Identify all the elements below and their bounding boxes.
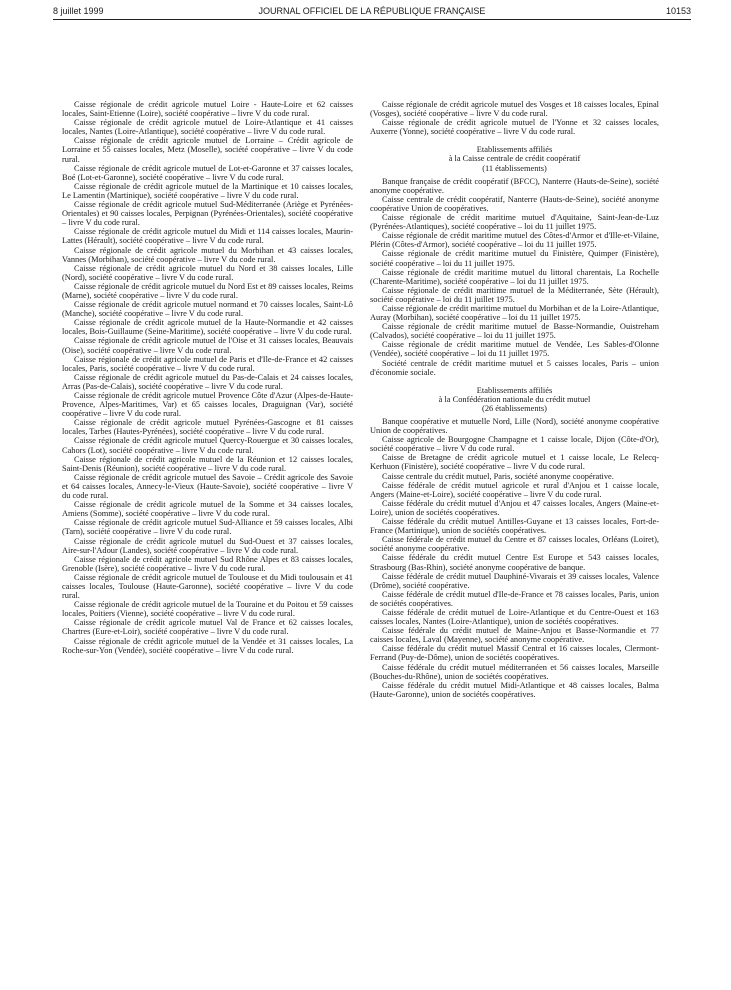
paragraph: Caisse régionale de crédit agricole mutuel Sud-Alliance et 59 caisses locales, Albi (Tarn), société coopérative – livre V du code rural.	[62, 518, 353, 537]
paragraph: Caisse régionale de crédit agricole mutuel du Nord et 38 caisses locales, Lille (Nord), société coopérative – livre V du code rural.	[62, 263, 353, 282]
paragraph: Caisse régionale de crédit agricole mutuel des Vosges et 18 caisses locales, Epinal (Vosges), société coopérative – livre V du code rural.	[370, 100, 659, 119]
left-column	[62, 100, 353, 655]
paragraph: Caisse régionale de crédit maritime mutuel du littoral charentais, La Rochelle (Charente-Maritime), société coopérative – loi du 11 juillet 1975.	[370, 267, 659, 286]
header-page-number: 10153	[665, 6, 691, 16]
section2-count: (26 établissements)	[482, 403, 547, 413]
paragraph: Caisse agricole de Bourgogne Champagne et 1 caisse locale, Dijon (Côte-d'Or), société coopérative – livre V du code rural.	[370, 435, 659, 454]
paragraph: Caisse fédérale de crédit mutuel d'Ile-de-France et 78 caisses locales, Paris, union de sociétés coopératives.	[370, 589, 659, 608]
paragraph: Caisse régionale de crédit agricole mutuel de Paris et d'Ile-de-France et 42 caisses locales, Paris, société coopérative – livre V du code rural.	[62, 354, 353, 373]
paragraph: Caisse régionale de crédit agricole mutuel de la Haute-Normandie et 42 caisses locales, Bois-Guillaume (Seine-Maritime), société coopérative – livre V du code rural.	[62, 318, 353, 337]
header-date: 8 juillet 1999	[53, 6, 104, 16]
section2-heading2: à la Confédération nationale du crédit mutuel	[438, 394, 591, 404]
paragraph: Caisse régionale de crédit agricole mutuel de Lorraine – Crédit agricole de Lorraine et 55 caisses locales, Metz (Moselle), société coopérative – livre V du code rural.	[62, 136, 353, 164]
paragraph: Caisse régionale de crédit agricole mutuel de la Touraine et du Poitou et 59 caisses locales, Poitiers (Vienne), société coopérative – livre V du code rural.	[62, 600, 353, 619]
paragraph: Caisse de Bretagne de crédit agricole mutuel et 1 caisse locale, Le Relecq-Kerhuon (Finistère), société coopérative – livre V du code rural.	[370, 453, 659, 472]
paragraph: Caisse régionale de crédit agricole mutuel du Sud-Ouest et 37 caisses locales, Aire-sur-l'Adour (Landes), société coopérative – livre V du code rural.	[62, 536, 353, 555]
paragraph: Caisse régionale de crédit maritime mutuel des Côtes-d'Armor et d'Ille-et-Vilaine, Plérin (Côtes-d'Armor), société coopérative – loi du 11 juillet 1975.	[370, 231, 659, 250]
paragraph: Caisse fédérale du crédit mutuel Antilles-Guyane et 13 caisses locales, Fort-de-France (Martinique), union de sociétés coopératives.	[370, 517, 659, 536]
paragraph: Société centrale de crédit maritime mutuel et 5 caisses locales, Paris – union d'économie sociale.	[370, 358, 659, 377]
paragraph: Caisse centrale de crédit coopératif, Nanterre (Hauts-de-Seine), société anonyme coopérative Union de coopératives.	[370, 194, 659, 213]
paragraph: Caisse régionale de crédit maritime mutuel de Basse-Normandie, Ouistreham (Calvados), société coopérative – loi du 11 juillet 1975.	[370, 322, 659, 341]
paragraph: Caisse régionale de crédit agricole mutuel de la Somme et 34 caisses locales, Amiens (Somme), société coopérative – livre V du code rural.	[62, 500, 353, 519]
paragraph: Caisse régionale de crédit agricole mutuel du Morbihan et 43 caisses locales, Vannes (Morbihan), société coopérative – livre V du code rural.	[62, 245, 353, 264]
paragraph: Caisse régionale de crédit maritime mutuel du Finistère, Quimper (Finistère), société coopérative – loi du 11 juillet 1975.	[370, 249, 659, 268]
section2-heading1: Etablissements affiliés	[476, 385, 553, 395]
paragraph: Caisse régionale de crédit agricole mutuel Loire - Haute-Loire et 62 caisses locales, Saint-Etienne (Loire), société coopérative – livre V du code rural.	[62, 100, 353, 119]
paragraph: Caisse fédérale de crédit mutuel du Centre et 87 caisses locales, Orléans (Loiret), société anonyme coopérative.	[370, 535, 659, 554]
paragraph: Caisse régionale de crédit agricole mutuel Provence Côte d'Azur (Alpes-de-Haute-Provence, Alpes-Maritimes, Var) et 65 caisses locales, Draguignan (Var), société coopérative – livre V du code rural.	[62, 391, 353, 419]
paragraph: Caisse régionale de crédit agricole mutuel de l'Yonne et 32 caisses locales, Auxerre (Yonne), société coopérative – livre V du code rural.	[370, 118, 659, 137]
section1-heading1: Etablissements affiliés	[476, 145, 553, 155]
paragraph: Caisse régionale de crédit agricole mutuel des Savoie – Crédit agricole des Savoie et 64 caisses locales, Annecy-le-Vieux (Haute-Savoie), société coopérative – livre V du code rural.	[62, 472, 353, 501]
paragraph: Caisse régionale de crédit agricole mutuel de Toulouse et du Midi toulousain et 41 caisses locales, Toulouse (Haute-Garonne), société coopérative – livre V du code rural.	[62, 572, 353, 601]
left-list	[62, 100, 353, 655]
paragraph: Caisse régionale de crédit agricole mutuel Sud Rhône Alpes et 83 caisses locales, Grenoble (Isère), société coopérative – livre V du code rural.	[62, 554, 353, 573]
section1-count: (11 établissements)	[482, 163, 547, 173]
page-header	[53, 6, 691, 20]
paragraph: Caisse régionale de crédit maritime mutuel de Vendée, Les Sables-d'Olonne (Vendée), société coopérative – loi du 11 juillet 1975.	[370, 340, 659, 359]
paragraph: Caisse fédérale de crédit mutuel Dauphiné-Vivarais et 39 caisses locales, Valence (Drôme), société coopérative.	[370, 571, 659, 590]
paragraph: Caisse centrale du crédit mutuel, Paris, société anonyme coopérative.	[382, 471, 614, 481]
paragraph: Caisse régionale de crédit agricole mutuel de Loire-Atlantique et 41 caisses locales, Nantes (Loire-Atlantique), société coopérative – livre V du code rural.	[62, 118, 353, 137]
paragraph: Caisse régionale de crédit agricole mutuel de la Vendée et 31 caisses locales, La Roche-sur-Yon (Vendée), société coopérative – livre V du code rural.	[62, 636, 353, 655]
paragraph: Caisse régionale de crédit agricole mutuel du Nord Est et 89 caisses locales, Reims (Marne), société coopérative – livre V du code rural.	[62, 281, 353, 300]
paragraph: Caisse régionale de crédit agricole mutuel de la Martinique et 10 caisses locales, Le Lamentin (Martinique), société coopérative – livre V du code rural.	[62, 181, 353, 200]
paragraph: Caisse régionale de crédit agricole mutuel Quercy-Rouergue et 30 caisses locales, Cahors (Lot), société coopérative – livre V du code rural.	[62, 436, 353, 455]
paragraph: Caisse régionale de crédit agricole mutuel Pyrénées-Gascogne et 81 caisses locales, Tarbes (Hautes-Pyrénées), société coopérative – livre V du code rural.	[62, 418, 353, 437]
paragraph: Caisse fédérale du crédit mutuel d'Anjou et 47 caisses locales, Angers (Maine-et-Loire), union de sociétés coopératives.	[370, 498, 659, 517]
paragraph: Caisse régionale de crédit agricole mutuel de l'Oise et 31 caisses locales, Beauvais (Oise), société coopérative – livre V du code rural.	[62, 336, 353, 355]
paragraph: Caisse fédérale de crédit mutuel de Loire-Atlantique et du Centre-Ouest et 163 caisses locales, Nantes (Loire-Atlantique), union de sociétés coopératives.	[370, 607, 659, 627]
paragraph: Caisse fédérale du crédit mutuel Centre Est Europe et 543 caisses locales, Strasbourg (Bas-Rhin), société anonyme coopérative de banque.	[370, 553, 659, 572]
paragraph: Caisse régionale de crédit agricole mutuel de la Réunion et 12 caisses locales, Saint-Denis (Réunion), société coopérative – livre V du code rural.	[62, 454, 353, 473]
paragraph: Caisse régionale de crédit agricole mutuel de Lot-et-Garonne et 37 caisses locales, Boé (Lot-et-Garonne), société coopérative – livre V du code rural.	[62, 163, 353, 182]
paragraph: Banque coopérative et mutuelle Nord, Lille (Nord), société anonyme coopérative Union de coopératives.	[370, 417, 659, 436]
paragraph: Caisse fédérale de crédit mutuel agricole et rural d'Anjou et 1 caisse locale, Angers (Maine-et-Loire), société coopérative – livre V du code rural.	[370, 480, 659, 499]
paragraph: Banque française de crédit coopératif (BFCC), Nanterre (Hauts-de-Seine), société anonyme coopérative.	[370, 176, 659, 195]
paragraph: Caisse régionale de crédit maritime mutuel du Morbihan et de la Loire-Atlantique, Auray (Morbihan), société coopérative – loi du 11 juillet 1975.	[370, 303, 659, 323]
right-column	[370, 100, 659, 699]
paragraph: Caisse fédérale du crédit mutuel Massif Central et 16 caisses locales, Clermont-Ferrand (Puy-de-Dôme), union de sociétés coopératives.	[370, 644, 659, 663]
header-title: JOURNAL OFFICIEL DE LA RÉPUBLIQUE FRANÇAISE	[258, 6, 486, 16]
paragraph: Caisse régionale de crédit agricole mutuel du Pas-de-Calais et 24 caisses locales, Arras (Pas-de-Calais), société coopérative – livre V du code rural.	[62, 372, 353, 391]
section1-heading2: à la Caisse centrale de crédit coopératif	[448, 154, 581, 164]
header-rule	[53, 19, 691, 20]
paragraph: Caisse fédérale du crédit mutuel de Maine-Anjou et Basse-Normandie et 77 caisses locales, Laval (Mayenne), société anonyme coopérative.	[370, 626, 659, 645]
section2-list	[370, 417, 659, 699]
paragraph: Caisse régionale de crédit maritime mutuel de la Méditerranée, Sète (Hérault), société coopérative – loi du 11 juillet 1975.	[370, 285, 659, 304]
paragraph: Caisse fédérale du crédit mutuel méditerranéen et 56 caisses locales, Marseille (Bouches-du-Rhône), union de sociétés coopératives.	[370, 662, 659, 681]
paragraph: Caisse régionale de crédit agricole mutuel Val de France et 62 caisses locales, Chartres (Eure-et-Loir), société coopérative – livre V du code rural.	[62, 618, 353, 637]
paragraph: Caisse régionale de crédit agricole mutuel normand et 70 caisses locales, Saint-Lô (Manche), société coopérative – livre V du code rural.	[62, 300, 353, 319]
paragraph: Caisse régionale de crédit agricole mutuel Sud-Méditerranée (Ariège et Pyrénées-Orientales) et 90 caisses locales, Perpignan (Pyrénées-Orientales), société coopérative – livre V du code rural.	[62, 200, 353, 228]
paragraph: Caisse régionale de crédit agricole mutuel du Midi et 114 caisses locales, Maurin-Lattes (Hérault), société coopérative – livre V du code rural.	[62, 227, 353, 246]
paragraph: Caisse régionale de crédit maritime mutuel d'Aquitaine, Saint-Jean-de-Luz (Pyrénées-Atlantiques), société coopérative – loi du 11 juillet 1975.	[370, 213, 659, 232]
right-top-list	[370, 100, 659, 136]
section1-list	[370, 177, 659, 377]
paragraph: Caisse fédérale du crédit mutuel Midi-Atlantique et 48 caisses locales, Balma (Haute-Garonne), union de sociétés coopératives.	[370, 680, 659, 699]
